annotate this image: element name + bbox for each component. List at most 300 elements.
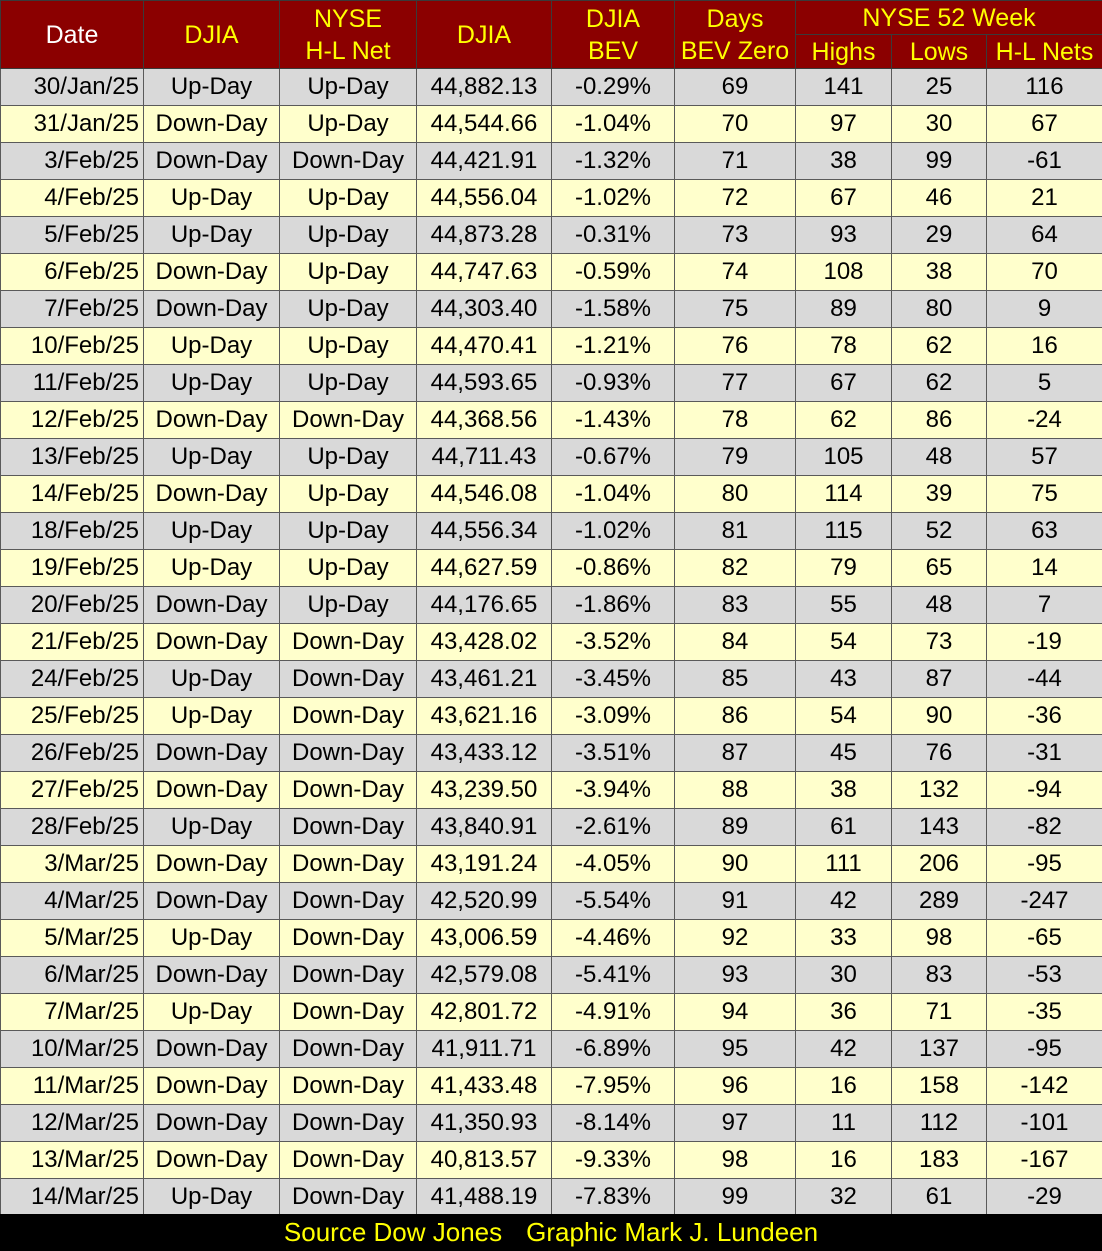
cell-nyse-hl-net: Down-Day	[280, 772, 417, 809]
table-row	[1, 624, 1102, 661]
cell-djia-bev: -0.86%	[552, 550, 675, 587]
cell-djia-bev: -1.04%	[552, 476, 675, 513]
cell-lows: 289	[892, 883, 987, 920]
table-row	[1, 846, 1102, 883]
cell-djia-bev: -6.89%	[552, 1031, 675, 1068]
cell-hl-nets: 7	[987, 587, 1102, 624]
cell-djia-direction: Down-Day	[144, 587, 280, 624]
table-row	[1, 735, 1102, 772]
cell-djia-bev: -0.29%	[552, 69, 675, 106]
cell-lows: 65	[892, 550, 987, 587]
table-row	[1, 1179, 1102, 1216]
cell-nyse-hl-net: Down-Day	[280, 698, 417, 735]
cell-djia: 44,368.56	[417, 402, 552, 439]
cell-djia: 41,433.48	[417, 1068, 552, 1105]
cell-date: 12/Feb/25	[1, 402, 144, 439]
cell-highs: 11	[796, 1105, 892, 1142]
table-row	[1, 809, 1102, 846]
cell-djia-direction: Down-Day	[144, 957, 280, 994]
header-hl-nets: H-L Nets	[987, 35, 1102, 69]
cell-lows: 183	[892, 1142, 987, 1179]
table-row	[1, 69, 1102, 106]
cell-djia-direction: Down-Day	[144, 883, 280, 920]
cell-days-bev-zero: 85	[675, 661, 796, 698]
cell-highs: 38	[796, 143, 892, 180]
cell-lows: 87	[892, 661, 987, 698]
cell-days-bev-zero: 84	[675, 624, 796, 661]
cell-nyse-hl-net: Down-Day	[280, 1142, 417, 1179]
cell-hl-nets: 64	[987, 217, 1102, 254]
cell-days-bev-zero: 73	[675, 217, 796, 254]
cell-djia: 43,239.50	[417, 772, 552, 809]
cell-highs: 79	[796, 550, 892, 587]
cell-lows: 112	[892, 1105, 987, 1142]
cell-lows: 62	[892, 365, 987, 402]
cell-lows: 90	[892, 698, 987, 735]
cell-date: 25/Feb/25	[1, 698, 144, 735]
cell-hl-nets: 21	[987, 180, 1102, 217]
cell-date: 10/Mar/25	[1, 1031, 144, 1068]
cell-highs: 32	[796, 1179, 892, 1216]
cell-date: 27/Feb/25	[1, 772, 144, 809]
cell-djia-direction: Down-Day	[144, 143, 280, 180]
cell-nyse-hl-net: Up-Day	[280, 217, 417, 254]
cell-date: 19/Feb/25	[1, 550, 144, 587]
cell-nyse-hl-net: Up-Day	[280, 254, 417, 291]
cell-hl-nets: -29	[987, 1179, 1102, 1216]
cell-highs: 33	[796, 920, 892, 957]
cell-hl-nets: 75	[987, 476, 1102, 513]
cell-date: 21/Feb/25	[1, 624, 144, 661]
cell-djia-bev: -1.58%	[552, 291, 675, 328]
cell-djia-bev: -1.43%	[552, 402, 675, 439]
table-body	[1, 69, 1102, 1216]
cell-djia-direction: Down-Day	[144, 402, 280, 439]
cell-hl-nets: 63	[987, 513, 1102, 550]
cell-lows: 61	[892, 1179, 987, 1216]
cell-djia-bev: -5.54%	[552, 883, 675, 920]
cell-djia-direction: Up-Day	[144, 439, 280, 476]
table-row	[1, 661, 1102, 698]
cell-highs: 111	[796, 846, 892, 883]
cell-hl-nets: -247	[987, 883, 1102, 920]
cell-days-bev-zero: 83	[675, 587, 796, 624]
cell-djia-bev: -7.95%	[552, 1068, 675, 1105]
cell-date: 5/Feb/25	[1, 217, 144, 254]
cell-djia-bev: -1.86%	[552, 587, 675, 624]
header-djia: DJIA	[417, 1, 552, 69]
cell-days-bev-zero: 96	[675, 1068, 796, 1105]
cell-djia-direction: Up-Day	[144, 698, 280, 735]
cell-djia: 43,433.12	[417, 735, 552, 772]
cell-days-bev-zero: 70	[675, 106, 796, 143]
cell-date: 13/Feb/25	[1, 439, 144, 476]
cell-djia-bev: -3.09%	[552, 698, 675, 735]
table-row	[1, 957, 1102, 994]
cell-nyse-hl-net: Down-Day	[280, 994, 417, 1031]
cell-days-bev-zero: 71	[675, 143, 796, 180]
cell-days-bev-zero: 93	[675, 957, 796, 994]
cell-djia: 44,176.65	[417, 587, 552, 624]
cell-lows: 39	[892, 476, 987, 513]
cell-hl-nets: -36	[987, 698, 1102, 735]
cell-hl-nets: 16	[987, 328, 1102, 365]
table-row	[1, 143, 1102, 180]
cell-date: 4/Mar/25	[1, 883, 144, 920]
table-row	[1, 1031, 1102, 1068]
cell-nyse-hl-net: Up-Day	[280, 180, 417, 217]
header-nyse-52-week: NYSE 52 Week	[796, 1, 1102, 35]
cell-date: 28/Feb/25	[1, 809, 144, 846]
cell-hl-nets: -24	[987, 402, 1102, 439]
cell-djia-direction: Up-Day	[144, 809, 280, 846]
cell-nyse-hl-net: Down-Day	[280, 846, 417, 883]
cell-days-bev-zero: 98	[675, 1142, 796, 1179]
cell-nyse-hl-net: Down-Day	[280, 402, 417, 439]
cell-djia: 44,747.63	[417, 254, 552, 291]
cell-date: 11/Feb/25	[1, 365, 144, 402]
cell-djia-direction: Down-Day	[144, 624, 280, 661]
cell-hl-nets: 57	[987, 439, 1102, 476]
cell-lows: 98	[892, 920, 987, 957]
cell-lows: 48	[892, 587, 987, 624]
cell-days-bev-zero: 94	[675, 994, 796, 1031]
cell-djia-bev: -1.04%	[552, 106, 675, 143]
cell-djia-bev: -3.51%	[552, 735, 675, 772]
cell-lows: 48	[892, 439, 987, 476]
cell-highs: 55	[796, 587, 892, 624]
cell-nyse-hl-net: Up-Day	[280, 550, 417, 587]
table-row	[1, 291, 1102, 328]
header-djia-bev	[552, 1, 675, 69]
table-row	[1, 513, 1102, 550]
cell-djia: 44,546.08	[417, 476, 552, 513]
cell-djia-direction: Up-Day	[144, 69, 280, 106]
cell-nyse-hl-net: Up-Day	[280, 513, 417, 550]
cell-nyse-hl-net: Up-Day	[280, 476, 417, 513]
cell-djia: 43,428.02	[417, 624, 552, 661]
cell-djia-bev: -9.33%	[552, 1142, 675, 1179]
cell-djia-direction: Up-Day	[144, 550, 280, 587]
cell-days-bev-zero: 87	[675, 735, 796, 772]
cell-nyse-hl-net: Up-Day	[280, 291, 417, 328]
cell-lows: 76	[892, 735, 987, 772]
header-djia-bev-line1: DJIA	[585, 4, 641, 33]
cell-nyse-hl-net: Down-Day	[280, 920, 417, 957]
cell-nyse-hl-net: Up-Day	[280, 439, 417, 476]
cell-lows: 52	[892, 513, 987, 550]
cell-djia: 44,711.43	[417, 439, 552, 476]
cell-nyse-hl-net: Down-Day	[280, 1031, 417, 1068]
cell-nyse-hl-net: Down-Day	[280, 883, 417, 920]
cell-djia-bev: -3.94%	[552, 772, 675, 809]
cell-highs: 61	[796, 809, 892, 846]
cell-nyse-hl-net: Up-Day	[280, 328, 417, 365]
header-days-line1: Days	[706, 4, 764, 33]
cell-djia-direction: Up-Day	[144, 180, 280, 217]
cell-djia-direction: Up-Day	[144, 661, 280, 698]
cell-djia-direction: Down-Day	[144, 846, 280, 883]
table-row	[1, 772, 1102, 809]
cell-highs: 141	[796, 69, 892, 106]
cell-days-bev-zero: 90	[675, 846, 796, 883]
cell-djia-bev: -0.59%	[552, 254, 675, 291]
table-row	[1, 1142, 1102, 1179]
cell-highs: 115	[796, 513, 892, 550]
cell-djia: 43,191.24	[417, 846, 552, 883]
cell-lows: 30	[892, 106, 987, 143]
cell-lows: 46	[892, 180, 987, 217]
cell-nyse-hl-net: Down-Day	[280, 809, 417, 846]
cell-djia: 43,840.91	[417, 809, 552, 846]
footer-credit: Graphic Mark J. Lundeen	[526, 1217, 819, 1247]
cell-lows: 38	[892, 254, 987, 291]
cell-hl-nets: -94	[987, 772, 1102, 809]
cell-hl-nets: -167	[987, 1142, 1102, 1179]
cell-djia-direction: Down-Day	[144, 772, 280, 809]
cell-date: 13/Mar/25	[1, 1142, 144, 1179]
cell-hl-nets: 116	[987, 69, 1102, 106]
cell-date: 30/Jan/25	[1, 69, 144, 106]
cell-hl-nets: -53	[987, 957, 1102, 994]
cell-highs: 42	[796, 883, 892, 920]
cell-hl-nets: -19	[987, 624, 1102, 661]
cell-days-bev-zero: 88	[675, 772, 796, 809]
cell-djia: 44,470.41	[417, 328, 552, 365]
cell-days-bev-zero: 89	[675, 809, 796, 846]
cell-highs: 62	[796, 402, 892, 439]
cell-djia: 44,544.66	[417, 106, 552, 143]
cell-days-bev-zero: 92	[675, 920, 796, 957]
cell-date: 6/Feb/25	[1, 254, 144, 291]
cell-lows: 62	[892, 328, 987, 365]
cell-hl-nets: -65	[987, 920, 1102, 957]
table-header	[1, 1, 1102, 69]
cell-highs: 97	[796, 106, 892, 143]
cell-date: 31/Jan/25	[1, 106, 144, 143]
cell-hl-nets: -61	[987, 143, 1102, 180]
cell-djia-bev: -1.21%	[552, 328, 675, 365]
header-date: Date	[1, 1, 144, 69]
cell-djia-direction: Down-Day	[144, 476, 280, 513]
cell-hl-nets: -101	[987, 1105, 1102, 1142]
cell-date: 3/Feb/25	[1, 143, 144, 180]
cell-days-bev-zero: 75	[675, 291, 796, 328]
footer-credits	[0, 1214, 1102, 1251]
table-row	[1, 587, 1102, 624]
cell-nyse-hl-net: Down-Day	[280, 1105, 417, 1142]
cell-djia-direction: Down-Day	[144, 1105, 280, 1142]
cell-date: 7/Feb/25	[1, 291, 144, 328]
cell-hl-nets: -142	[987, 1068, 1102, 1105]
cell-djia-bev: -3.45%	[552, 661, 675, 698]
cell-djia: 41,350.93	[417, 1105, 552, 1142]
cell-hl-nets: 5	[987, 365, 1102, 402]
cell-highs: 38	[796, 772, 892, 809]
cell-hl-nets: 14	[987, 550, 1102, 587]
cell-date: 24/Feb/25	[1, 661, 144, 698]
cell-djia-bev: -1.02%	[552, 513, 675, 550]
cell-djia: 44,303.40	[417, 291, 552, 328]
header-nyse-hl-net-line1: NYSE	[313, 4, 383, 33]
cell-nyse-hl-net: Down-Day	[280, 735, 417, 772]
cell-djia: 44,882.13	[417, 69, 552, 106]
header-nyse-hl-net	[280, 1, 417, 69]
table-row	[1, 402, 1102, 439]
cell-lows: 71	[892, 994, 987, 1031]
cell-lows: 206	[892, 846, 987, 883]
cell-date: 4/Feb/25	[1, 180, 144, 217]
cell-highs: 108	[796, 254, 892, 291]
cell-lows: 83	[892, 957, 987, 994]
cell-date: 6/Mar/25	[1, 957, 144, 994]
table-row	[1, 550, 1102, 587]
header-lows: Lows	[892, 35, 987, 69]
cell-days-bev-zero: 95	[675, 1031, 796, 1068]
footer-source: Source Dow Jones	[283, 1217, 503, 1247]
cell-nyse-hl-net: Down-Day	[280, 1179, 417, 1216]
cell-nyse-hl-net: Down-Day	[280, 661, 417, 698]
cell-nyse-hl-net: Down-Day	[280, 143, 417, 180]
header-days-bev-zero	[675, 1, 796, 69]
cell-djia-bev: -5.41%	[552, 957, 675, 994]
cell-highs: 105	[796, 439, 892, 476]
cell-days-bev-zero: 72	[675, 180, 796, 217]
cell-nyse-hl-net: Up-Day	[280, 365, 417, 402]
cell-lows: 143	[892, 809, 987, 846]
cell-highs: 54	[796, 698, 892, 735]
table-row	[1, 328, 1102, 365]
cell-days-bev-zero: 81	[675, 513, 796, 550]
cell-lows: 29	[892, 217, 987, 254]
cell-days-bev-zero: 77	[675, 365, 796, 402]
cell-hl-nets: -95	[987, 846, 1102, 883]
table-row	[1, 180, 1102, 217]
cell-highs: 43	[796, 661, 892, 698]
cell-djia-direction: Up-Day	[144, 920, 280, 957]
header-days-line2: BEV Zero	[680, 36, 790, 65]
cell-djia: 44,556.04	[417, 180, 552, 217]
cell-djia-direction: Up-Day	[144, 994, 280, 1031]
table-row	[1, 217, 1102, 254]
cell-djia: 42,520.99	[417, 883, 552, 920]
table-row	[1, 439, 1102, 476]
cell-days-bev-zero: 86	[675, 698, 796, 735]
cell-djia-bev: -0.31%	[552, 217, 675, 254]
cell-lows: 73	[892, 624, 987, 661]
cell-days-bev-zero: 82	[675, 550, 796, 587]
cell-date: 7/Mar/25	[1, 994, 144, 1031]
cell-djia-bev: -4.05%	[552, 846, 675, 883]
cell-date: 26/Feb/25	[1, 735, 144, 772]
cell-lows: 86	[892, 402, 987, 439]
cell-lows: 99	[892, 143, 987, 180]
cell-djia-direction: Down-Day	[144, 1142, 280, 1179]
cell-nyse-hl-net: Down-Day	[280, 1068, 417, 1105]
cell-djia-direction: Down-Day	[144, 291, 280, 328]
cell-djia-direction: Up-Day	[144, 328, 280, 365]
cell-date: 12/Mar/25	[1, 1105, 144, 1142]
header-nyse-hl-net-line2: H-L Net	[305, 36, 391, 65]
cell-nyse-hl-net: Down-Day	[280, 957, 417, 994]
cell-days-bev-zero: 69	[675, 69, 796, 106]
cell-djia: 42,579.08	[417, 957, 552, 994]
table-row	[1, 1068, 1102, 1105]
cell-lows: 132	[892, 772, 987, 809]
cell-djia: 43,621.16	[417, 698, 552, 735]
header-highs: Highs	[796, 35, 892, 69]
cell-djia-direction: Down-Day	[144, 1031, 280, 1068]
cell-nyse-hl-net: Up-Day	[280, 69, 417, 106]
cell-highs: 30	[796, 957, 892, 994]
cell-highs: 93	[796, 217, 892, 254]
cell-highs: 42	[796, 1031, 892, 1068]
table-row	[1, 883, 1102, 920]
cell-djia-bev: -8.14%	[552, 1105, 675, 1142]
table-row	[1, 920, 1102, 957]
cell-djia: 40,813.57	[417, 1142, 552, 1179]
table-row	[1, 476, 1102, 513]
cell-date: 5/Mar/25	[1, 920, 144, 957]
cell-djia: 44,593.65	[417, 365, 552, 402]
cell-djia-bev: -4.46%	[552, 920, 675, 957]
cell-days-bev-zero: 78	[675, 402, 796, 439]
cell-djia: 44,627.59	[417, 550, 552, 587]
cell-lows: 137	[892, 1031, 987, 1068]
cell-djia: 44,556.34	[417, 513, 552, 550]
cell-date: 14/Mar/25	[1, 1179, 144, 1216]
cell-days-bev-zero: 74	[675, 254, 796, 291]
cell-highs: 89	[796, 291, 892, 328]
cell-date: 11/Mar/25	[1, 1068, 144, 1105]
cell-hl-nets: -31	[987, 735, 1102, 772]
cell-hl-nets: -44	[987, 661, 1102, 698]
cell-hl-nets: 67	[987, 106, 1102, 143]
cell-highs: 16	[796, 1142, 892, 1179]
cell-lows: 25	[892, 69, 987, 106]
cell-djia-bev: -1.32%	[552, 143, 675, 180]
cell-days-bev-zero: 79	[675, 439, 796, 476]
cell-nyse-hl-net: Down-Day	[280, 624, 417, 661]
cell-highs: 67	[796, 180, 892, 217]
cell-days-bev-zero: 91	[675, 883, 796, 920]
cell-djia-bev: -2.61%	[552, 809, 675, 846]
cell-hl-nets: 9	[987, 291, 1102, 328]
cell-days-bev-zero: 76	[675, 328, 796, 365]
table-row	[1, 365, 1102, 402]
cell-highs: 78	[796, 328, 892, 365]
cell-djia: 44,873.28	[417, 217, 552, 254]
cell-hl-nets: 70	[987, 254, 1102, 291]
cell-djia-direction: Up-Day	[144, 513, 280, 550]
cell-djia: 42,801.72	[417, 994, 552, 1031]
cell-highs: 36	[796, 994, 892, 1031]
cell-date: 3/Mar/25	[1, 846, 144, 883]
table-row	[1, 254, 1102, 291]
cell-nyse-hl-net: Up-Day	[280, 587, 417, 624]
cell-djia-bev: -4.91%	[552, 994, 675, 1031]
cell-djia-direction: Down-Day	[144, 735, 280, 772]
cell-days-bev-zero: 97	[675, 1105, 796, 1142]
header-djia-direction: DJIA	[144, 1, 280, 69]
cell-highs: 114	[796, 476, 892, 513]
cell-highs: 67	[796, 365, 892, 402]
cell-djia-bev: -7.83%	[552, 1179, 675, 1216]
cell-highs: 45	[796, 735, 892, 772]
table-row	[1, 698, 1102, 735]
cell-date: 10/Feb/25	[1, 328, 144, 365]
cell-days-bev-zero: 80	[675, 476, 796, 513]
